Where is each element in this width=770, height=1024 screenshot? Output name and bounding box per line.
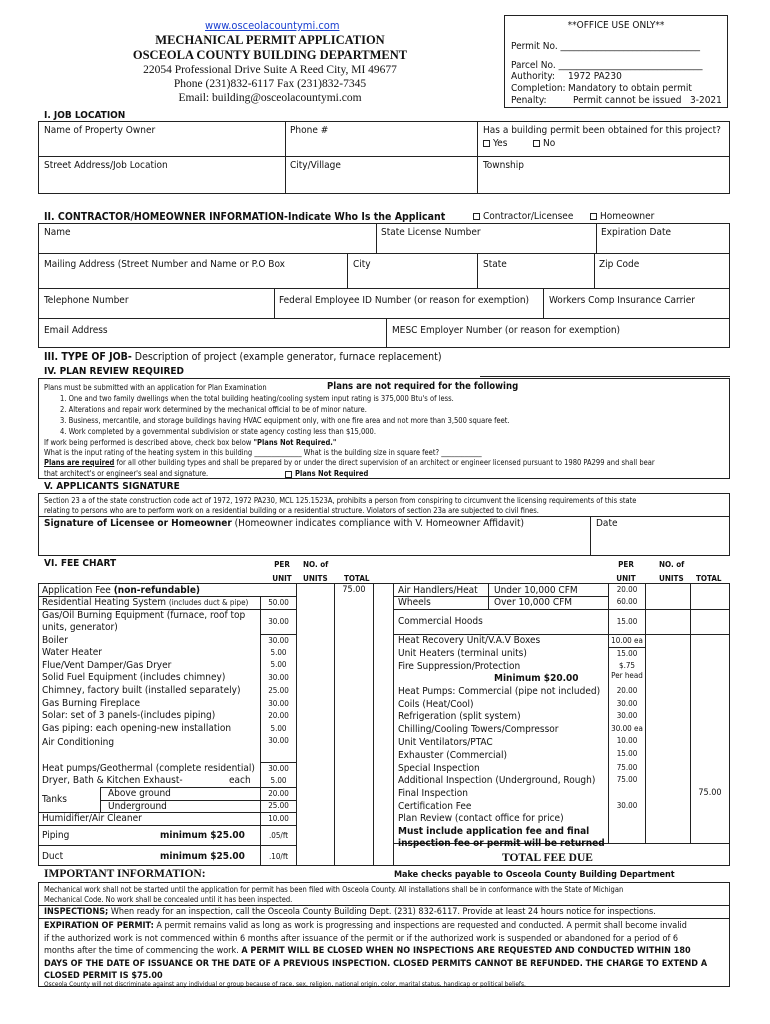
fee-coils-amt: 30.00	[616, 699, 638, 708]
total-header-right: TOTAL	[696, 574, 722, 583]
fee-boiler-amt: 30.00	[268, 636, 289, 645]
fee-solar: Solar: set of 3 panels-(includes piping)	[42, 710, 216, 721]
fee-refrigeration: Refrigeration (split system)	[398, 711, 521, 722]
if-work-note: If work being performed is described above, check box below "Plans Not Required."	[44, 438, 337, 447]
completion-label: Completion:	[511, 83, 566, 94]
no-of-header-right: NO. of	[659, 560, 685, 569]
exempt-item-2: 2. Alterations and repair work determined by the mechanical official to be of minor nature.	[60, 405, 367, 414]
fee-heat-pumps-commercial: Heat Pumps: Commercial (pipe not included)	[398, 686, 601, 697]
authority-value: 1972 PA230	[568, 71, 622, 82]
checkbox-icon[interactable]	[590, 213, 597, 220]
units-header-right: UNITS	[659, 574, 684, 583]
fee-duct-amt: .10/ft	[268, 852, 289, 861]
signature-date-field[interactable]: Date	[596, 518, 618, 529]
contractor-box	[38, 223, 730, 348]
job-type-field[interactable]: III. TYPE OF JOB- Description of project (example generator, furnace replacement)	[44, 351, 442, 363]
seal-note: that architect's or engineer's seal and signature.	[44, 469, 209, 478]
signature-text-2: relating to persons who are to perform work on a residential building or a residential structure. Violators of section 23a are subjected to civil fines.	[44, 506, 539, 515]
fee-gas-piping: Gas piping: each opening-new installation	[42, 723, 232, 734]
unit-header-right: UNIT	[616, 574, 636, 583]
state-field[interactable]: State	[483, 259, 507, 270]
zip-code-field[interactable]: Zip Code	[599, 259, 640, 270]
license-number-field[interactable]: State License Number	[381, 227, 481, 238]
signature-field[interactable]: Signature of Licensee or Homeowner (Homeowner indicates compliance with V. Homeowner Affidavit)	[44, 518, 525, 529]
fee-refrigeration-amt: 30.00	[616, 711, 638, 720]
fee-water-heater-amt: 5.00	[270, 648, 287, 657]
total-fee-due: TOTAL FEE DUE	[502, 852, 593, 864]
township-field[interactable]: Township	[483, 160, 524, 171]
penalty-label: Penalty:	[511, 95, 547, 106]
fee-chart-heading: VI. FEE CHART	[44, 558, 117, 569]
fee-gas-oil-amt: 30.00	[268, 617, 289, 626]
parcel-number-field[interactable]: Parcel No. ________________________________	[511, 60, 703, 71]
per-header-right: PER	[618, 560, 634, 569]
fee-water-heater: Water Heater	[42, 647, 102, 658]
checks-payable: Make checks payable to Osceola County Building Department	[394, 870, 675, 880]
department-name: OSCEOLA COUNTY BUILDING DEPARTMENT	[132, 48, 408, 62]
fee-piping: Piping	[42, 830, 70, 841]
department-address: 22054 Professional Drive Suite A Reed City, MI 49677	[143, 64, 397, 76]
plans-required-note: Plans are required for all other building types and shall be prepared by or under the direct supervision of an architect or engineer licensed pursuant to 1980 PA299 and shall bear	[44, 458, 655, 467]
fee-solar-amt: 20.00	[268, 711, 289, 720]
fee-chilling: Chilling/Cooling Towers/Compressor	[398, 724, 559, 735]
fee-duct: Duct	[42, 851, 64, 862]
job-location-heading: I. JOB LOCATION	[44, 110, 126, 121]
fee-unit-ventilators: Unit Ventilators/PTAC	[398, 737, 493, 748]
fee-final-inspection-total: 75.00	[698, 788, 722, 798]
fee-heat-recovery-amt: 10.00 ea	[611, 636, 643, 645]
fee-fire-per-head: Per head	[611, 671, 643, 680]
permit-number-field[interactable]: Permit No. _______________________________	[511, 41, 700, 52]
fee-commercial-hoods: Commercial Hoods	[398, 616, 483, 627]
fee-humidifier-amt: 10.00	[268, 814, 289, 823]
application-fee-label: Application Fee (non-refundable)	[42, 585, 201, 596]
fee-fire-suppression: Fire Suppression/Protection	[398, 661, 521, 672]
fee-air-conditioning: Air Conditioning	[42, 737, 115, 748]
important-heading: IMPORTANT INFORMATION:	[44, 868, 206, 880]
contractor-heading: II. CONTRACTOR/HOMEOWNER INFORMATION-Indicate Who Is the Applicant	[44, 211, 446, 223]
street-address-field[interactable]: Street Address/Job Location	[44, 160, 168, 171]
checkbox-icon[interactable]	[473, 213, 480, 220]
form-title: MECHANICAL PERMIT APPLICATION	[155, 33, 385, 47]
fee-gas-oil: Gas/Oil Burning Equipment (furnace, roof top	[42, 610, 246, 621]
department-email: Email: building@osceolacountymi.com	[178, 92, 362, 104]
unit-header: UNIT	[272, 574, 292, 583]
fee-fireplace-amt: 30.00	[268, 699, 289, 708]
homeowner-option[interactable]: Homeowner	[590, 211, 654, 222]
units-header: UNITS	[303, 574, 328, 583]
contractor-option[interactable]: Contractor/Licensee	[473, 211, 573, 222]
fee-ah-under-amt: 20.00	[616, 585, 638, 594]
fee-flue-vent-amt: 5.00	[270, 660, 287, 669]
contractor-name-field[interactable]: Name	[44, 227, 71, 238]
plan-review-heading: IV. PLAN REVIEW REQUIRED	[44, 366, 185, 377]
fee-certification-amt: 30.00	[616, 801, 638, 810]
fee-unit-heaters-amt: 15.00	[616, 649, 638, 658]
rating-question[interactable]: What is the input rating of the heating system in this building ______________ What is the building size in square feet? ____________	[44, 448, 482, 457]
expiration-date-field[interactable]: Expiration Date	[601, 227, 672, 238]
fee-coils: Coils (Heat/Cool)	[398, 699, 474, 710]
contractor-city-field[interactable]: City	[353, 259, 371, 270]
fee-additional-inspection: Additional Inspection (Underground, Rough)	[398, 775, 596, 786]
exempt-item-1: 1. One and two family dwellings when the total building heating/cooling system input rating is 375,000 Btu's of less.	[60, 394, 454, 403]
fee-unit-heaters: Unit Heaters (terminal units)	[398, 648, 527, 659]
fee-tanks: Tanks	[42, 794, 67, 805]
must-include-note: Must include application fee and final	[398, 826, 590, 837]
fee-hoods-amt: 15.00	[616, 617, 638, 626]
fee-fireplace: Gas Burning Fireplace	[42, 698, 141, 709]
no-of-header: NO. of	[303, 560, 329, 569]
fee-chilling-amt: 30.00 ea	[611, 724, 643, 733]
fee-residential-heating-amt: 50.00	[268, 598, 289, 607]
prior-permit-question: Has a building permit been obtained for this project?	[483, 125, 721, 136]
fee-underground-amt: 25.00	[268, 801, 289, 810]
fee-chimney: Chimney, factory built (installed separately)	[42, 685, 241, 696]
fee-plan-review: Plan Review (contact office for price)	[398, 813, 564, 824]
fee-boiler: Boiler	[42, 635, 68, 646]
expiration-note: EXPIRATION OF PERMIT: A permit remains valid as long as work is progressing and inspections are requested and conducted. A permit shall become invalid if the authorized work is not commenced within 6 months after issuance of the permit or if the authorized work is suspended or abandoned for a period of 6 months after the time of commencing the work. A PERMIT WILL BE CLOSED WHEN NO INSPECTIONS ARE REQUESTED AND CONDUCTED WITHIN 180 DAYS OF THE DATE OF ISSUANCE OR THE DATE OF A PREVIOUS INSPECTION. CLOSED PERMITS CANNOT BE REFUNDED. THE CHARGE TO EXTEND A CLOSED PERMIT IS $75.00	[44, 921, 708, 981]
fee-heat-recovery: Heat Recovery Unit/V.A.V Boxes	[398, 635, 541, 646]
fee-above-ground: Above ground	[108, 788, 171, 799]
mechanical-note-2: Mechanical Code. No work shall be concealed until it has been inspected.	[44, 895, 293, 904]
fee-fire-suppression-amt: $.75	[618, 661, 636, 670]
fee-duct-min: minimum $25.00	[160, 851, 245, 862]
fee-exhauster-amt: 15.00	[616, 749, 638, 758]
per-header: PER	[274, 560, 290, 569]
fee-certification: Certification Fee	[398, 801, 472, 812]
fee-flue-vent: Flue/Vent Damper/Gas Dryer	[42, 660, 172, 671]
property-owner-field[interactable]: Name of Property Owner	[44, 125, 156, 136]
fee-solid-fuel-amt: 30.00	[268, 673, 289, 682]
fein-field[interactable]: Federal Employee ID Number (or reason for exemption)	[279, 295, 530, 306]
inspections-note: INSPECTIONS; When ready for an inspection, call the Osceola County Building Dept. (231) 832-6117. Provide at least 24 hours notice for inspections.	[44, 907, 656, 917]
fee-underground: Underground	[108, 801, 167, 812]
fee-gas-piping-amt: 5.00	[270, 724, 287, 733]
fee-chimney-amt: 25.00	[268, 686, 289, 695]
fee-unit-ventilators-amt: 10.00	[616, 736, 638, 745]
checkbox-icon[interactable]	[533, 140, 540, 147]
authority-label: Authority:	[511, 71, 555, 82]
contractor-email-field[interactable]: Email Address	[44, 325, 108, 336]
fee-heat-pumps: Heat pumps/Geothermal (complete residential)	[42, 763, 255, 774]
fee-ah-over: Over 10,000 CFM	[494, 597, 573, 608]
fee-gas-oil-cont: units, generator)	[42, 622, 118, 633]
workers-comp-field[interactable]: Workers Comp Insurance Carrier	[549, 295, 696, 306]
plans-not-required-checkbox[interactable]: Plans Not Required	[285, 469, 368, 478]
fee-dryer-amt: 5.00	[270, 776, 287, 785]
plan-intro: Plans must be submitted with an application for Plan Examination	[44, 383, 267, 392]
application-fee-total: 75.00	[342, 585, 366, 595]
fee-additional-inspection-amt: 75.00	[616, 775, 638, 784]
office-use-title: **OFFICE USE ONLY**	[567, 20, 665, 31]
fee-dryer-each: each	[229, 775, 251, 786]
fee-above-ground-amt: 20.00	[268, 789, 289, 798]
fee-heat-pumps-commercial-amt: 20.00	[616, 686, 638, 695]
penalty-value: Permit cannot be issued	[573, 95, 682, 106]
signature-text-1: Section 23 a of the state construction code act of 1972, 1972 PA230, MCL 125.1523A, prohibits a person from conspiring to circumvent the licensing requirements of this state	[44, 496, 637, 505]
prior-permit-no[interactable]: No	[533, 138, 555, 149]
fee-exhauster: Exhauster (Commercial)	[398, 750, 508, 761]
fee-piping-min: minimum $25.00	[160, 830, 245, 841]
fee-fire-minimum: Minimum $20.00	[494, 673, 579, 684]
checkbox-icon[interactable]	[285, 471, 292, 478]
fee-air-conditioning-amt: 30.00	[268, 736, 289, 745]
fee-air-handlers: Air Handlers/Heat	[398, 585, 478, 596]
discrimination-notice: Osceola County will not discriminate against any individual or group because of race, sex, religion, national origin, color, marital status, handicap or political beliefs.	[44, 980, 526, 988]
fee-special-inspection-amt: 75.00	[616, 763, 638, 772]
must-include-note-2: inspection fee or permit will be returned	[398, 838, 605, 849]
city-village-field[interactable]: City/Village	[290, 160, 341, 171]
completion-value: Mandatory to obtain permit	[568, 83, 692, 94]
signature-heading: V. APPLICANTS SIGNATURE	[44, 481, 180, 492]
mechanical-note-1: Mechanical work shall not be started until the application for permit has been filed with Osceola County. All installations shall be in conformance with the State of Michigan	[44, 885, 624, 894]
fee-heat-pumps-amt: 30.00	[268, 764, 289, 773]
fee-solid-fuel: Solid Fuel Equipment (includes chimney)	[42, 672, 226, 683]
prior-permit-yes[interactable]: Yes	[483, 138, 507, 149]
exempt-item-3: 3. Business, mercantile, and storage buildings having HVAC equipment only, with one fire area and not more than 3,500 square feet.	[60, 416, 510, 425]
mesc-number-field[interactable]: MESC Employer Number (or reason for exemption)	[392, 325, 621, 336]
fee-final-inspection: Final Inspection	[398, 788, 468, 799]
fee-residential-heating: Residential Heating System (includes duct & pipe)	[42, 597, 249, 608]
fee-air-handlers-wheels: Wheels	[398, 597, 431, 608]
fee-ah-over-amt: 60.00	[616, 597, 638, 606]
owner-phone-field[interactable]: Phone #	[290, 125, 329, 136]
mailing-address-field[interactable]: Mailing Address (Street Number and Name or P.O Box	[44, 259, 285, 270]
plans-not-required-heading: Plans are not required for the following	[327, 381, 519, 392]
department-phone: Phone (231)832-6117 Fax (231)832-7345	[173, 78, 367, 90]
fee-special-inspection: Special Inspection	[398, 763, 480, 774]
exempt-item-4: 4. Work completed by a governmental subdivision or state agency costing less than $15,000.	[60, 427, 376, 436]
telephone-field[interactable]: Telephone Number	[44, 295, 129, 306]
website-link[interactable]: www.osceolacountymi.com	[205, 19, 340, 32]
fee-piping-amt: .05/ft	[268, 831, 289, 840]
fee-dryer-exhaust: Dryer, Bath & Kitchen Exhaust-	[42, 775, 183, 786]
fee-ah-under: Under 10,000 CFM	[494, 585, 578, 596]
total-header: TOTAL	[344, 574, 370, 583]
checkbox-icon[interactable]	[483, 140, 490, 147]
penalty-code: 3-2021	[690, 95, 722, 106]
fee-humidifier: Humidifier/Air Cleaner	[42, 813, 142, 824]
